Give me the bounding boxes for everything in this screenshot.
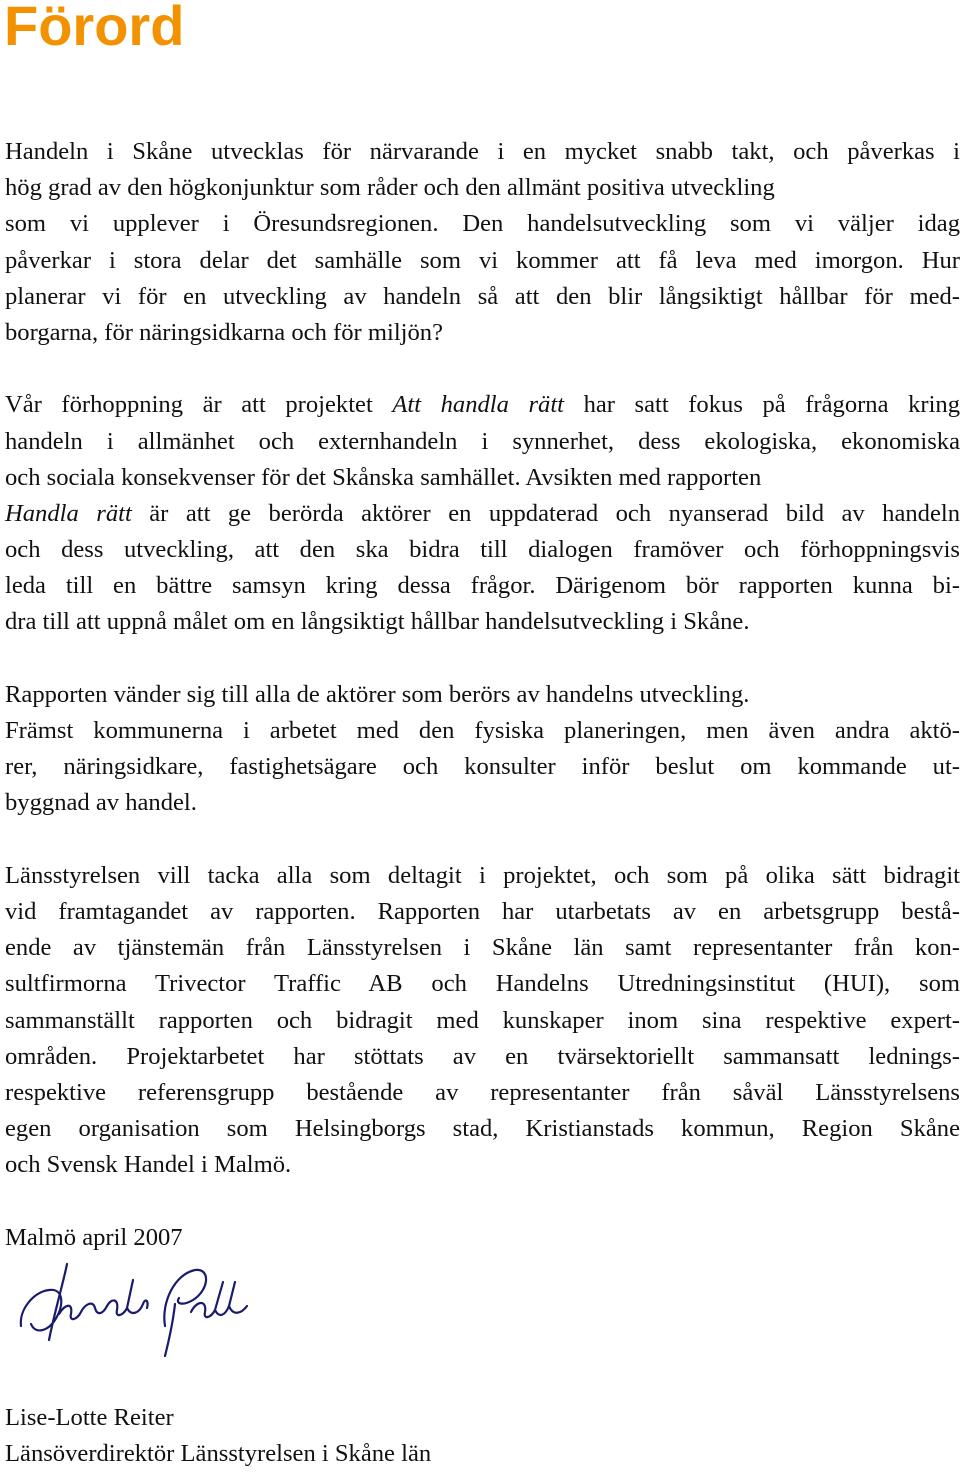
text-line: sultfirmorna Trivector Traffic AB och Handelns Utredningsinstitut (HUI), som bbox=[5, 970, 960, 998]
text-line: ende av tjänstemän från Länsstyrelsen i Skåne län samt representanter från kon- bbox=[5, 934, 960, 962]
place-date: Malmö april 2007 bbox=[5, 1223, 183, 1251]
text-line: och Svensk Handel i Malmö. bbox=[5, 1151, 292, 1179]
handwritten-signature-icon bbox=[15, 1260, 255, 1360]
text-line: borgarna, för näringsidkarna och för miljön? bbox=[5, 318, 443, 346]
text-line bbox=[5, 387, 960, 423]
text-run: är att ge berörda aktörer en uppdaterad och nyanserad bild av handeln bbox=[131, 499, 960, 527]
text-line: planerar vi för en utveckling av handeln så att den blir långsiktigt hållbar för med- bbox=[5, 282, 960, 310]
text-line: och dess utveckling, att den ska bidra till dialogen framöver och förhoppningsvis bbox=[5, 536, 960, 564]
report-title-italic: Handla rätt bbox=[5, 499, 132, 527]
text-line: byggnad av handel. bbox=[5, 789, 197, 817]
text-line: vid framtagandet av rapporten. Rapporten har utarbetats av en arbetsgrupp bestå- bbox=[5, 897, 960, 925]
text-line: rer, näringsidkare, fastighetsägare och konsulter inför beslut om kommande ut- bbox=[5, 753, 960, 781]
text-line: och sociala konsekvenser för det Skånska samhället. Avsikten med rapporten bbox=[5, 463, 762, 491]
text-run: har satt fokus på frågorna kring bbox=[564, 391, 960, 419]
text-line: Främst kommunerna i arbetet med den fysiska planeringen, men även andra aktö- bbox=[5, 717, 960, 744]
paragraph bbox=[5, 677, 960, 822]
paragraph bbox=[5, 858, 960, 1184]
text-line bbox=[5, 496, 960, 532]
paragraph-gap bbox=[5, 822, 960, 858]
text-line: sammanställt rapporten och bidragit med kunskaper inom sina respektive expert- bbox=[5, 1006, 960, 1034]
paragraph-gap bbox=[5, 1183, 960, 1219]
text-line: Handeln i Skåne utvecklas för närvarande i en mycket snabb takt, och påverkas i bbox=[5, 138, 960, 165]
signature bbox=[5, 1256, 960, 1400]
signatory-role: Länsöverdirektör Länsstyrelsen i Skåne län bbox=[5, 1440, 432, 1467]
text-line: handeln i allmänhet och externhandeln i synnerhet, dess ekologiska, ekonomiska bbox=[5, 427, 960, 455]
body-text bbox=[5, 134, 960, 1472]
paragraph-gap bbox=[5, 641, 960, 677]
paragraph-gap bbox=[5, 351, 960, 387]
text-line: hög grad av den högkonjunktur som råder och den allmänt positiva utveckling bbox=[5, 174, 775, 202]
text-line: leda till en bättre samsyn kring dessa frågor. Därigenom bör rapporten kunna bi- bbox=[5, 572, 960, 600]
text-run: Vår förhoppning är att projektet bbox=[5, 391, 393, 419]
text-line: respektive referensgrupp bestående av representanter från såväl Länsstyrelsens bbox=[5, 1078, 960, 1106]
text-line: egen organisation som Helsingborgs stad, Kristianstads kommun, Region Skåne bbox=[5, 1115, 960, 1143]
report-title-italic: Att handla rätt bbox=[392, 391, 565, 419]
text-line: påverkar i stora delar det samhälle som vi kommer att få leva med imorgon. Hur bbox=[5, 246, 960, 274]
text-line: Länsstyrelsen vill tacka alla som deltagit i projektet, och som på olika sätt bidragit bbox=[5, 861, 960, 889]
signatory-name: Lise-Lotte Reiter bbox=[5, 1403, 174, 1431]
text-line: dra till att uppnå målet om en långsiktigt hållbar handelsutveckling i Skåne. bbox=[5, 608, 750, 636]
paragraph bbox=[5, 134, 960, 351]
text-line: Rapporten vänder sig till alla de aktörer som berörs av handelns utveckling. bbox=[5, 680, 750, 708]
text-line: områden. Projektarbetet har stöttats av en tvärsektoriellt sammansatt lednings- bbox=[5, 1042, 960, 1070]
page-title: Förord bbox=[4, 0, 185, 57]
paragraph bbox=[5, 387, 960, 640]
text-line: som vi upplever i Öresundsregionen. Den handelsutveckling som vi väljer idag bbox=[5, 210, 960, 238]
